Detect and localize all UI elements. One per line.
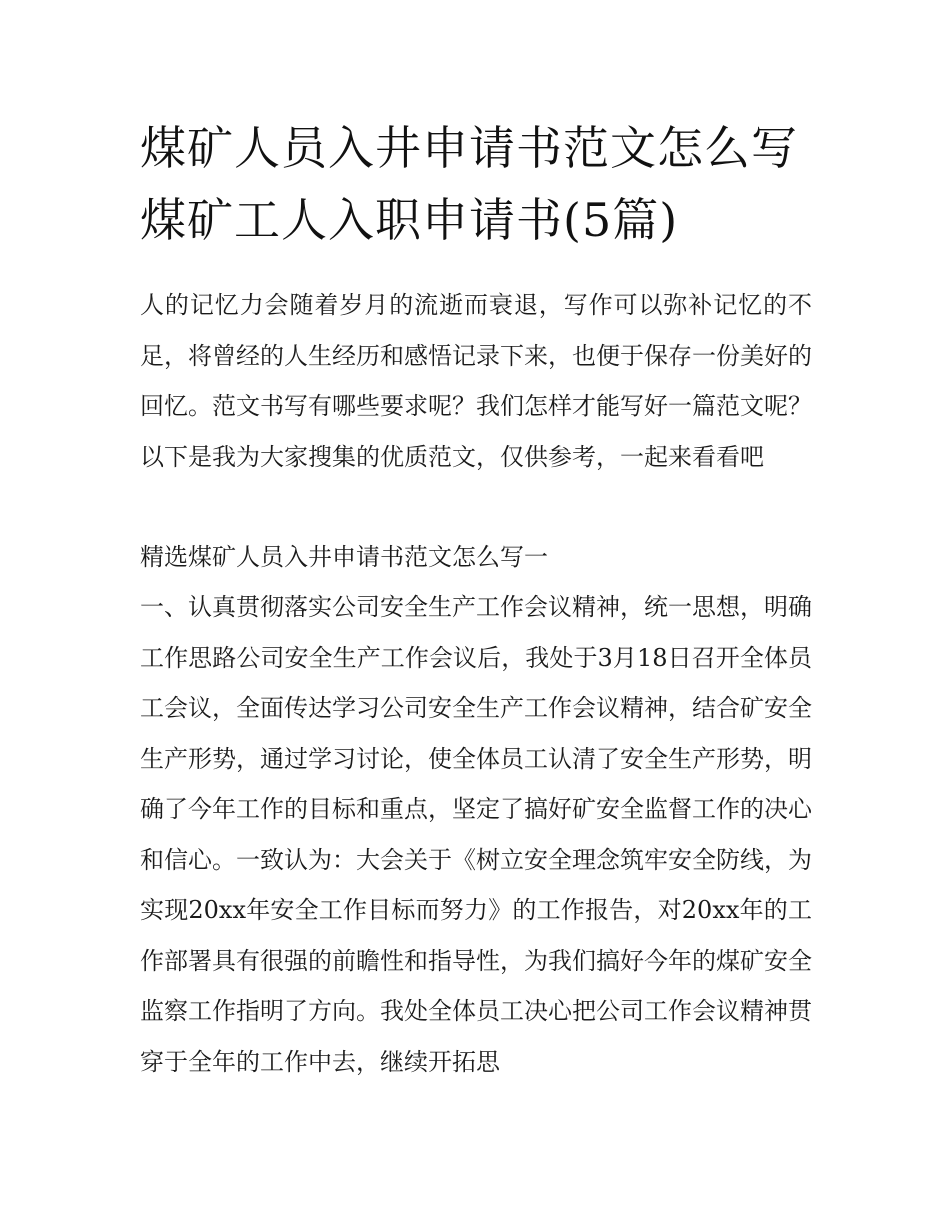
section-heading: 精选煤矿人员入井申请书范文怎么写一 [140,543,548,571]
section-paragraph: 一、认真贯彻落实公司安全生产工作会议精神，统一思想，明确工作思路公司安全生产工作会议后，我处于3月18日召开全体员工会议，全面传达学习公司安全生产工作会议精神，结合矿安全生产形势，通过学习讨论，使全体员工认清了安全生产形势，明确了今年工作的目标和重点，坚定了搞好矿安全监督工作的决心和信心。一致认为：大会关于《树立安全理念筑牢安全防线，为实现20xx年安全工作目标而努力》的工作报告，对20xx年的工作部署具有很强的前瞻性和指导性，为我们搞好今年的煤矿安全监察工作指明了方向。我处全体员工决心把公司工作会议精神贯穿于全年的工作中去，继续开拓思 [140,593,812,1076]
document-title: 煤矿人员入井申请书范文怎么写 煤矿工人入职申请书(5篇) [140,121,798,247]
intro-paragraph: 人的记忆力会随着岁月的流逝而衰退，写作可以弥补记忆的不足，将曾经的人生经历和感悟记录下来，也便于保存一份美好的回忆。范文书写有哪些要求呢？我们怎样才能写好一篇范文呢？以下是我为大家搜集的优质范文，仅供参考，一起来看看吧 [140,291,812,471]
